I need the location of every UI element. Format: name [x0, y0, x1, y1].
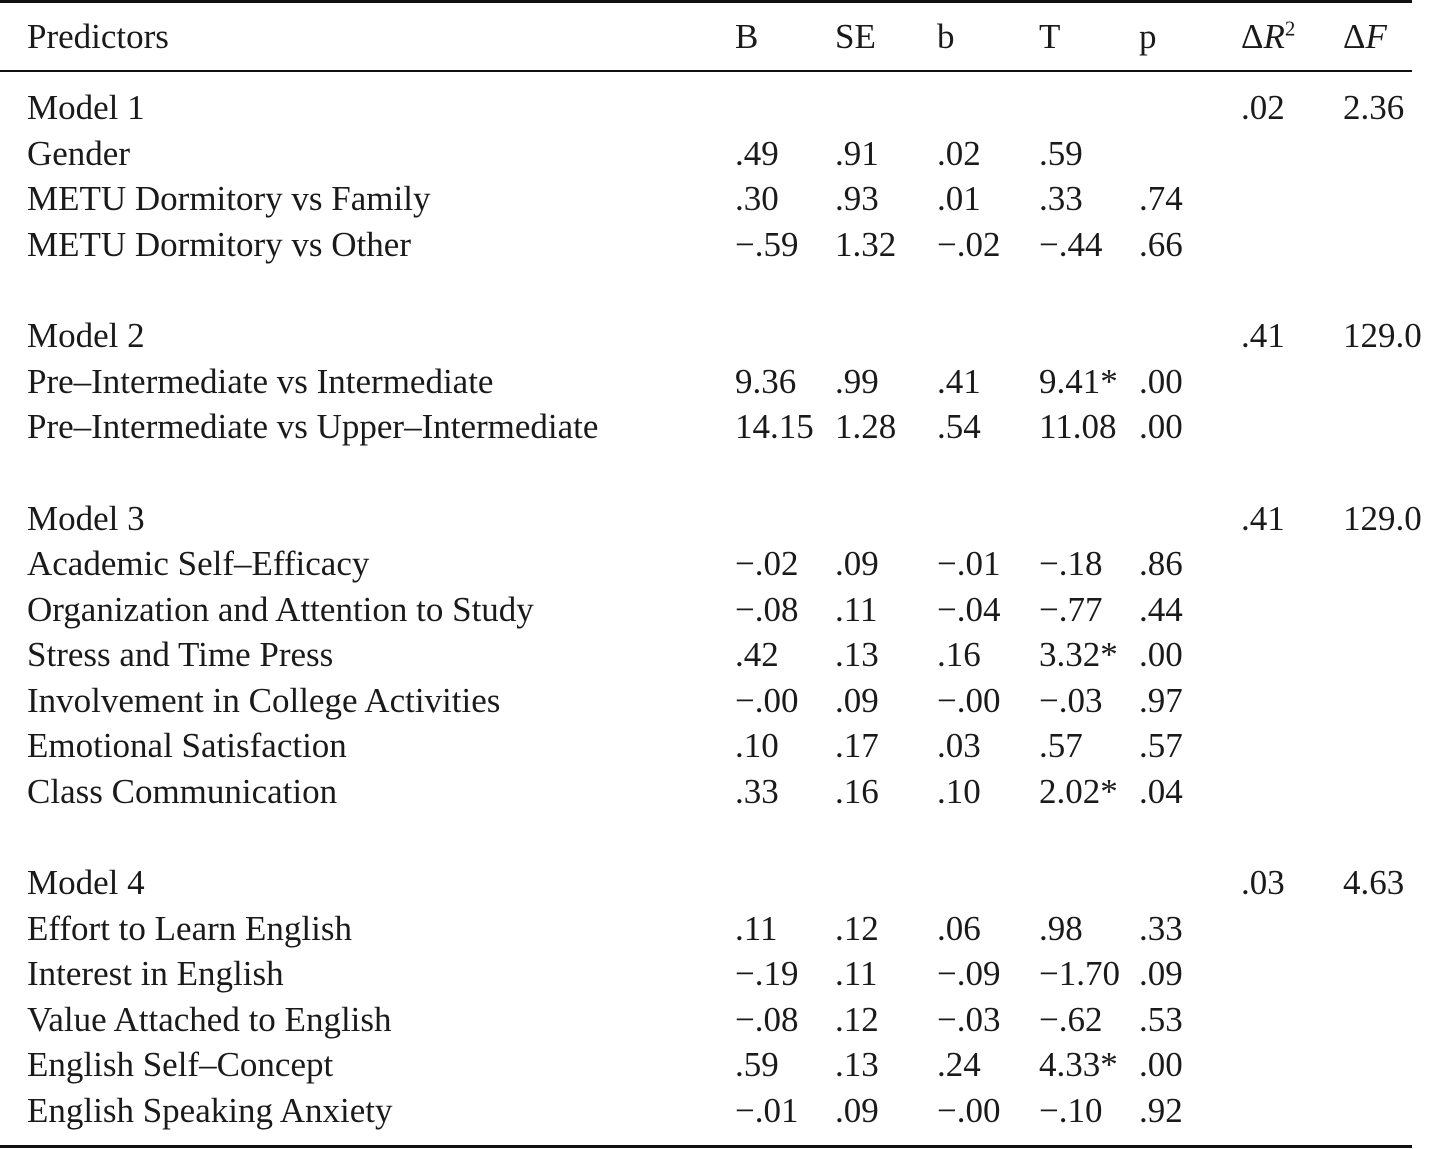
se-value: .93: [835, 179, 879, 219]
b-value: .59: [735, 1045, 779, 1085]
empty-cell: [1343, 222, 1440, 268]
empty-cell: [735, 313, 835, 359]
empty-cell: [1343, 359, 1440, 405]
empty-cell: [1241, 1088, 1343, 1134]
empty-cell: [1343, 906, 1440, 952]
predictor-name: English Speaking Anxiety: [27, 1090, 393, 1130]
p-value: .00: [1139, 407, 1183, 447]
se-value: .12: [835, 908, 879, 948]
empty-cell: [1343, 951, 1440, 997]
se-value: .11: [835, 954, 878, 994]
table-row: [0, 1042, 1440, 1088]
b-value: −.00: [735, 680, 799, 720]
table-row: [0, 587, 1440, 633]
b-value: −.08: [735, 999, 799, 1039]
p-value: .97: [1139, 680, 1183, 720]
p-value: .09: [1139, 954, 1183, 994]
table-row: [0, 997, 1440, 1043]
beta-value: −.00: [937, 1090, 1001, 1130]
beta-value: −.09: [937, 954, 1001, 994]
delta-r2-value: .03: [1241, 863, 1285, 903]
t-value: 2.02*: [1039, 771, 1118, 811]
empty-cell: [1343, 1088, 1440, 1134]
p-value: .74: [1139, 179, 1183, 219]
empty-cell: [1343, 587, 1440, 633]
empty-cell: [1343, 1042, 1440, 1088]
t-value: −.10: [1039, 1090, 1103, 1130]
beta-value: −.02: [937, 224, 1001, 264]
p-value: .66: [1139, 224, 1183, 264]
table-row: [0, 678, 1440, 724]
empty-cell: [1139, 496, 1241, 542]
model-header-row: [0, 85, 1440, 131]
empty-cell: [937, 860, 1039, 906]
col-header-beta: b: [937, 16, 955, 56]
table-row: [0, 359, 1440, 405]
col-header-predictors: Predictors: [27, 16, 169, 56]
model-label: Model 1: [27, 88, 145, 128]
empty-cell: [1039, 85, 1139, 131]
predictor-name: Academic Self–Efficacy: [27, 544, 370, 584]
empty-cell: [1343, 997, 1440, 1043]
empty-cell: [735, 85, 835, 131]
p-value: .00: [1139, 1045, 1183, 1085]
se-value: .12: [835, 999, 879, 1039]
empty-cell: [1241, 541, 1343, 587]
t-value: −1.70: [1039, 954, 1120, 994]
se-value: .09: [835, 1090, 879, 1130]
b-value: .42: [735, 635, 779, 675]
p-value: .57: [1139, 726, 1183, 766]
empty-cell: [1241, 997, 1343, 1043]
se-value: .91: [835, 133, 879, 173]
delta-f-value: 129.0: [1343, 316, 1422, 356]
empty-cell: [1139, 85, 1241, 131]
t-value: .98: [1039, 908, 1083, 948]
t-value: −.62: [1039, 999, 1103, 1039]
empty-cell: [1241, 723, 1343, 769]
table-row: [0, 769, 1440, 815]
empty-cell: [835, 313, 937, 359]
b-value: .11: [735, 908, 778, 948]
empty-cell: [1241, 131, 1343, 177]
beta-value: .41: [937, 361, 981, 401]
beta-value: .01: [937, 179, 981, 219]
predictor-name: Stress and Time Press: [27, 635, 334, 675]
empty-cell: [1343, 769, 1440, 815]
bottom-rule: [0, 1145, 1412, 1148]
predictor-name: Emotional Satisfaction: [27, 726, 347, 766]
spacer-row: [0, 450, 1440, 496]
col-header-b-unstandardized: B: [735, 16, 759, 56]
t-value: −.44: [1039, 224, 1103, 264]
p-value: .00: [1139, 361, 1183, 401]
t-value: 9.41*: [1039, 361, 1118, 401]
table-row: [0, 951, 1440, 997]
table-header: [0, 0, 1440, 72]
beta-value: .16: [937, 635, 981, 675]
t-value: 4.33*: [1039, 1045, 1118, 1085]
predictor-name: Interest in English: [27, 954, 284, 994]
empty-cell: [1241, 769, 1343, 815]
predictor-name: Value Attached to English: [27, 999, 392, 1039]
b-value: .10: [735, 726, 779, 766]
model-label: Model 2: [27, 316, 145, 356]
col-header-delta-f: ΔF: [1343, 16, 1387, 56]
empty-cell: [1343, 131, 1440, 177]
t-value: −.77: [1039, 589, 1103, 629]
table-row: [0, 176, 1440, 222]
se-value: 1.32: [835, 224, 897, 264]
beta-value: −.01: [937, 544, 1001, 584]
empty-cell: [1343, 404, 1440, 450]
delta-r2-value: .02: [1241, 88, 1285, 128]
empty-cell: [1343, 541, 1440, 587]
b-value: 14.15: [735, 407, 814, 447]
beta-value: .02: [937, 133, 981, 173]
empty-cell: [735, 860, 835, 906]
b-value: −.08: [735, 589, 799, 629]
table-row: [0, 906, 1440, 952]
predictor-name: METU Dormitory vs Family: [27, 179, 431, 219]
t-value: .57: [1039, 726, 1083, 766]
spacer-row: [0, 267, 1440, 313]
model-header-row: [0, 496, 1440, 542]
empty-cell: [735, 496, 835, 542]
empty-cell: [1241, 222, 1343, 268]
empty-cell: [835, 85, 937, 131]
t-value: 11.08: [1039, 407, 1117, 447]
empty-cell: [1241, 176, 1343, 222]
beta-value: −.04: [937, 589, 1001, 629]
empty-cell: [1039, 860, 1139, 906]
delta-r2-value: .41: [1241, 498, 1285, 538]
empty-cell: [835, 860, 937, 906]
t-value: −.18: [1039, 544, 1103, 584]
se-value: .13: [835, 1045, 879, 1085]
se-value: .09: [835, 544, 879, 584]
empty-cell: [937, 313, 1039, 359]
table-body: [0, 72, 1440, 1133]
b-value: −.59: [735, 224, 799, 264]
b-value: −.02: [735, 544, 799, 584]
model-header-row: [0, 860, 1440, 906]
delta-f-value: 2.36: [1343, 88, 1405, 128]
empty-cell: [1241, 404, 1343, 450]
empty-cell: [1241, 678, 1343, 724]
predictor-name: English Self–Concept: [27, 1045, 334, 1085]
p-value: .04: [1139, 771, 1183, 811]
b-value: .49: [735, 133, 779, 173]
table-row: [0, 723, 1440, 769]
table-row: [0, 541, 1440, 587]
b-value: .33: [735, 771, 779, 811]
delta-f-value: 129.0: [1343, 498, 1422, 538]
empty-cell: [1343, 176, 1440, 222]
empty-cell: [937, 85, 1039, 131]
predictor-name: Organization and Attention to Study: [27, 589, 534, 629]
table-row: [0, 632, 1440, 678]
col-header-delta-r2: $\Delta R^2$: [1241, 15, 1296, 56]
predictor-name: Class Communication: [27, 771, 338, 811]
beta-value: .03: [937, 726, 981, 766]
b-value: −.19: [735, 954, 799, 994]
p-value: .86: [1139, 544, 1183, 584]
col-header-p: p: [1139, 16, 1157, 56]
empty-cell: [1241, 1042, 1343, 1088]
table-row: [0, 404, 1440, 450]
predictor-name: METU Dormitory vs Other: [27, 224, 411, 264]
delta-r2-value: .41: [1241, 316, 1285, 356]
p-value: .44: [1139, 589, 1183, 629]
spacer-row: [0, 72, 1440, 85]
empty-cell: [1343, 678, 1440, 724]
se-value: .99: [835, 361, 879, 401]
col-header-t: T: [1039, 16, 1061, 56]
t-value: −.03: [1039, 680, 1103, 720]
empty-cell: [1241, 587, 1343, 633]
empty-cell: [1241, 906, 1343, 952]
empty-cell: [835, 496, 937, 542]
predictor-name: Effort to Learn English: [27, 908, 352, 948]
beta-value: .10: [937, 771, 981, 811]
se-value: .11: [835, 589, 878, 629]
empty-cell: [1241, 632, 1343, 678]
empty-cell: [1139, 313, 1241, 359]
table-row: [0, 131, 1440, 177]
empty-cell: [1343, 632, 1440, 678]
col-header-se: SE: [835, 16, 876, 56]
spacer-row: [0, 814, 1440, 860]
table-row: [0, 1088, 1440, 1134]
empty-cell: [1241, 951, 1343, 997]
beta-value: .24: [937, 1045, 981, 1085]
se-value: 1.28: [835, 407, 897, 447]
p-value: .92: [1139, 1090, 1183, 1130]
predictor-name: Pre–Intermediate vs Upper–Intermediate: [27, 407, 599, 447]
model-header-row: [0, 313, 1440, 359]
empty-cell: [937, 496, 1039, 542]
se-value: .17: [835, 726, 879, 766]
beta-value: .54: [937, 407, 981, 447]
beta-value: −.00: [937, 680, 1001, 720]
p-value: .33: [1139, 908, 1183, 948]
predictor-name: Pre–Intermediate vs Intermediate: [27, 361, 494, 401]
se-value: .13: [835, 635, 879, 675]
t-value: 3.32*: [1039, 635, 1118, 675]
p-value: .53: [1139, 999, 1183, 1039]
b-value: .30: [735, 179, 779, 219]
p-value: [1139, 131, 1241, 177]
beta-value: .06: [937, 908, 981, 948]
empty-cell: [1343, 723, 1440, 769]
se-value: .16: [835, 771, 879, 811]
table-row: [0, 222, 1440, 268]
predictor-name: Gender: [27, 133, 131, 173]
t-value: .59: [1039, 133, 1083, 173]
delta-f-value: 4.63: [1343, 863, 1405, 903]
model-label: Model 4: [27, 863, 145, 903]
beta-value: −.03: [937, 999, 1001, 1039]
empty-cell: [1241, 359, 1343, 405]
p-value: .00: [1139, 635, 1183, 675]
b-value: 9.36: [735, 361, 797, 401]
se-value: .09: [835, 680, 879, 720]
empty-cell: [1039, 496, 1139, 542]
b-value: −.01: [735, 1090, 799, 1130]
predictor-name: Involvement in College Activities: [27, 680, 501, 720]
empty-cell: [1139, 860, 1241, 906]
model-label: Model 3: [27, 498, 145, 538]
t-value: .33: [1039, 179, 1083, 219]
empty-cell: [1039, 313, 1139, 359]
